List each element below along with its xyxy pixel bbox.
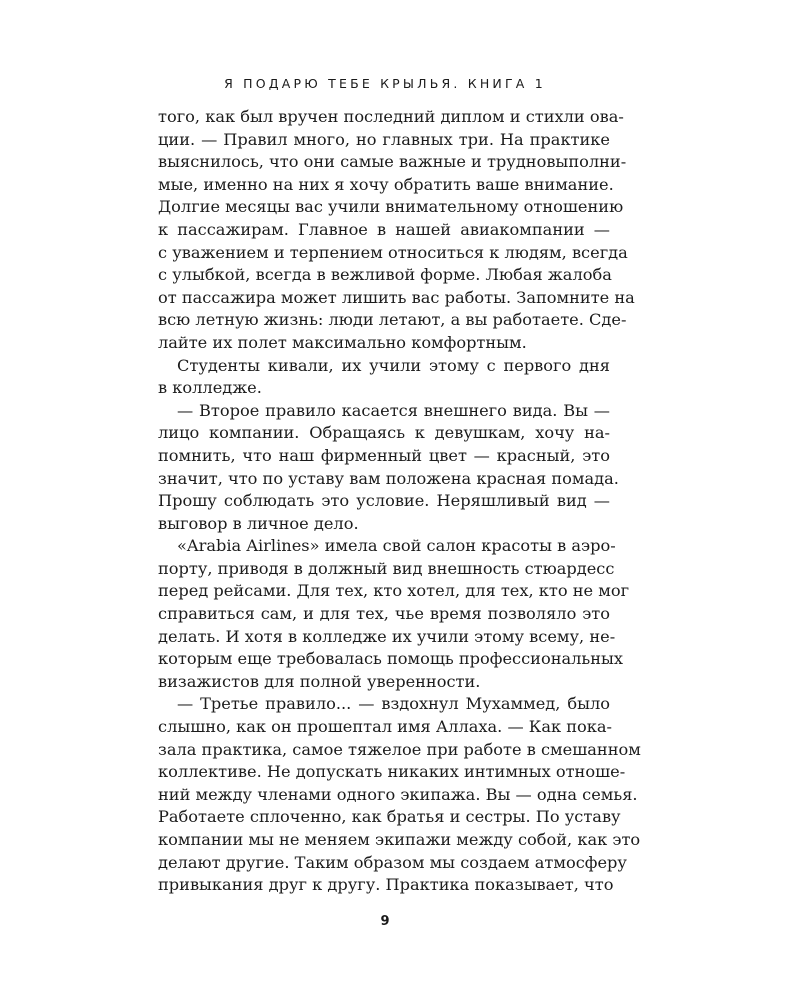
text-line: в колледже. [158,378,262,398]
text-line: которым еще требовалась помощь профессиональных [158,649,624,669]
text-line: «Arabia Airlines» имела свой салон красоты в аэро- [177,536,616,556]
text-line: коллективе. Не допускать никаких интимных отноше- [158,762,626,782]
text-line: с уважением и терпением относиться к людям, всегда [158,242,628,262]
text-line: лицо компании. Обращаясь к девушкам, хочу на- [158,423,610,443]
text-line: мые, именно на них я хочу обратить ваше внимание. [158,174,614,194]
text-line: делать. И хотя в колледже их учили этому всему, не- [158,626,616,646]
text-line: порту, приводя в должный вид внешность стюардесс [158,558,615,578]
text-line: делают другие. Таким образом мы создаем атмосферу [158,852,627,872]
text-line: с улыбкой, всегда в вежливой форме. Любая жалоба [158,265,612,285]
text-line: Долгие месяцы вас учили внимательному отношению [158,197,624,217]
text-line: — Второе правило касается внешнего вида. Вы — [177,400,610,420]
text-line: — Третье правило... — вздохнул Мухаммед, было [177,694,610,714]
text-line: привыкания друг к другу. Практика показывает, что [158,875,614,895]
text-line: выяснилось, что они самые важные и трудновыполни- [158,152,627,172]
body-text [158,106,641,897]
running-title: Я ПОДАРЮ ТЕБЕ КРЫЛЬЯ. КНИГА 1 [224,76,546,91]
text-line: ции. — Правил много, но главных три. На практике [158,129,610,149]
text-line: от пассажира может лишить вас работы. Запомните на [158,287,635,307]
text-line: справиться сам, и для тех, чье время позволяло это [158,604,610,624]
text-line: всю летную жизнь: люди летают, а вы работаете. Сде- [158,310,627,330]
text-line: значит, что по уставу вам положена красная помада. [158,468,619,488]
text-line: визажистов для полной уверенности. [158,671,481,691]
text-line: компании мы не меняем экипажи между собой, как это [158,830,641,849]
text-line: ний между членами одного экипажа. Вы — одна семья. [158,784,638,804]
page-number: 9 [380,914,390,929]
text-line: перед рейсами. Для тех, кто хотел, для тех, кто не мог [158,581,630,601]
text-line: слышно, как он прошептал имя Аллаха. — Как пока- [158,717,613,737]
text-line: Работаете сплоченно, как братья и сестры. По уставу [158,807,621,827]
text-line: Студенты кивали, их учили этому с первого дня [177,355,610,375]
text-line: того, как был вручен последний диплом и стихли ова- [158,107,624,126]
text-line: Прошу соблюдать это условие. Неряшливый вид — [158,491,610,511]
text-line: помнить, что наш фирменный цвет — красный, это [158,445,610,465]
text-line: зала практика, самое тяжелое при работе в смешанном [158,739,641,759]
text-line: лайте их полет максимально комфортным. [158,332,527,352]
text-line: выговор в личное дело. [158,513,359,533]
text-line: к пассажирам. Главное в нашей авиакомпании — [158,219,610,239]
